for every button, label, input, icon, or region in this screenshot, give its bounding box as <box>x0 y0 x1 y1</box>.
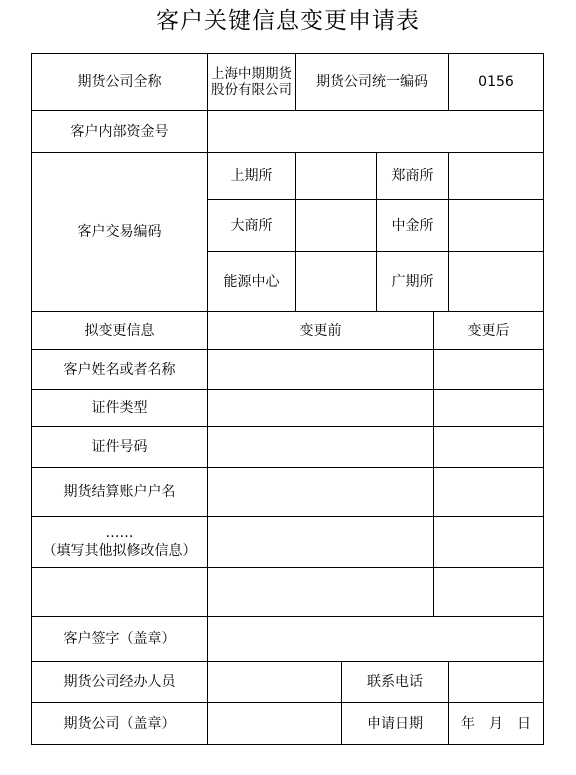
row-name-label: 客户姓名或者名称 <box>32 350 208 390</box>
row-name-before[interactable] <box>208 350 434 390</box>
company-full-name-value: 上海中期期货股份有限公司 <box>208 54 296 111</box>
row-name-after[interactable] <box>434 350 544 390</box>
internal-account-label: 客户内部资金号 <box>32 111 208 153</box>
row-settlement-account-label: 期货结算账户户名 <box>32 468 208 517</box>
row-id-number-before[interactable] <box>208 427 434 468</box>
row-blank-label[interactable] <box>32 568 208 617</box>
client-signature-label: 客户签字（盖章） <box>32 617 208 662</box>
row-id-type-before[interactable] <box>208 390 434 427</box>
row-blank-after[interactable] <box>434 568 544 617</box>
apply-date-field[interactable]: 年 月 日 <box>449 703 544 745</box>
handler-field[interactable] <box>208 662 342 703</box>
exchange-dce-field[interactable] <box>296 200 377 252</box>
exchange-cffex-label: 中金所 <box>377 200 449 252</box>
client-signature-field[interactable] <box>208 617 544 662</box>
company-seal-field[interactable] <box>208 703 342 745</box>
apply-date-label: 申请日期 <box>342 703 449 745</box>
company-code-value: 0156 <box>449 54 544 111</box>
exchange-cffex-field[interactable] <box>449 200 544 252</box>
row-id-type-after[interactable] <box>434 390 544 427</box>
after-header: 变更后 <box>434 312 544 350</box>
row-other-label <box>32 517 208 568</box>
exchange-dce-label: 大商所 <box>208 200 296 252</box>
change-request-form <box>31 53 544 745</box>
exchange-czce-label: 郑商所 <box>377 153 449 200</box>
row-settlement-account-before[interactable] <box>208 468 434 517</box>
internal-account-field[interactable] <box>208 111 544 153</box>
row-settlement-account-after[interactable] <box>434 468 544 517</box>
exchange-gfex-label: 广期所 <box>377 252 449 312</box>
exchange-shfe-field[interactable] <box>296 153 377 200</box>
before-header: 变更前 <box>208 312 434 350</box>
phone-label: 联系电话 <box>342 662 449 703</box>
row-blank-before[interactable] <box>208 568 434 617</box>
exchange-gfex-field[interactable] <box>449 252 544 312</box>
exchange-czce-field[interactable] <box>449 153 544 200</box>
exchange-ine-label: 能源中心 <box>208 252 296 312</box>
row-id-number-after[interactable] <box>434 427 544 468</box>
handler-label: 期货公司经办人员 <box>32 662 208 703</box>
page-title: 客户关键信息变更申请表 <box>156 8 420 34</box>
change-info-label: 拟变更信息 <box>32 312 208 350</box>
exchange-shfe-label: 上期所 <box>208 153 296 200</box>
phone-field[interactable] <box>449 662 544 703</box>
company-code-label: 期货公司统一编码 <box>296 54 449 111</box>
row-id-number-label: 证件号码 <box>32 427 208 468</box>
exchange-ine-field[interactable] <box>296 252 377 312</box>
trading-code-label: 客户交易编码 <box>32 153 208 312</box>
row-other-before[interactable] <box>208 517 434 568</box>
row-other-note: （填写其他拟修改信息） <box>42 543 197 559</box>
row-id-type-label: 证件类型 <box>32 390 208 427</box>
row-other-dots: …… <box>105 525 134 541</box>
row-other-after[interactable] <box>434 517 544 568</box>
company-full-name-label: 期货公司全称 <box>32 54 208 111</box>
company-seal-label: 期货公司（盖章） <box>32 703 208 745</box>
